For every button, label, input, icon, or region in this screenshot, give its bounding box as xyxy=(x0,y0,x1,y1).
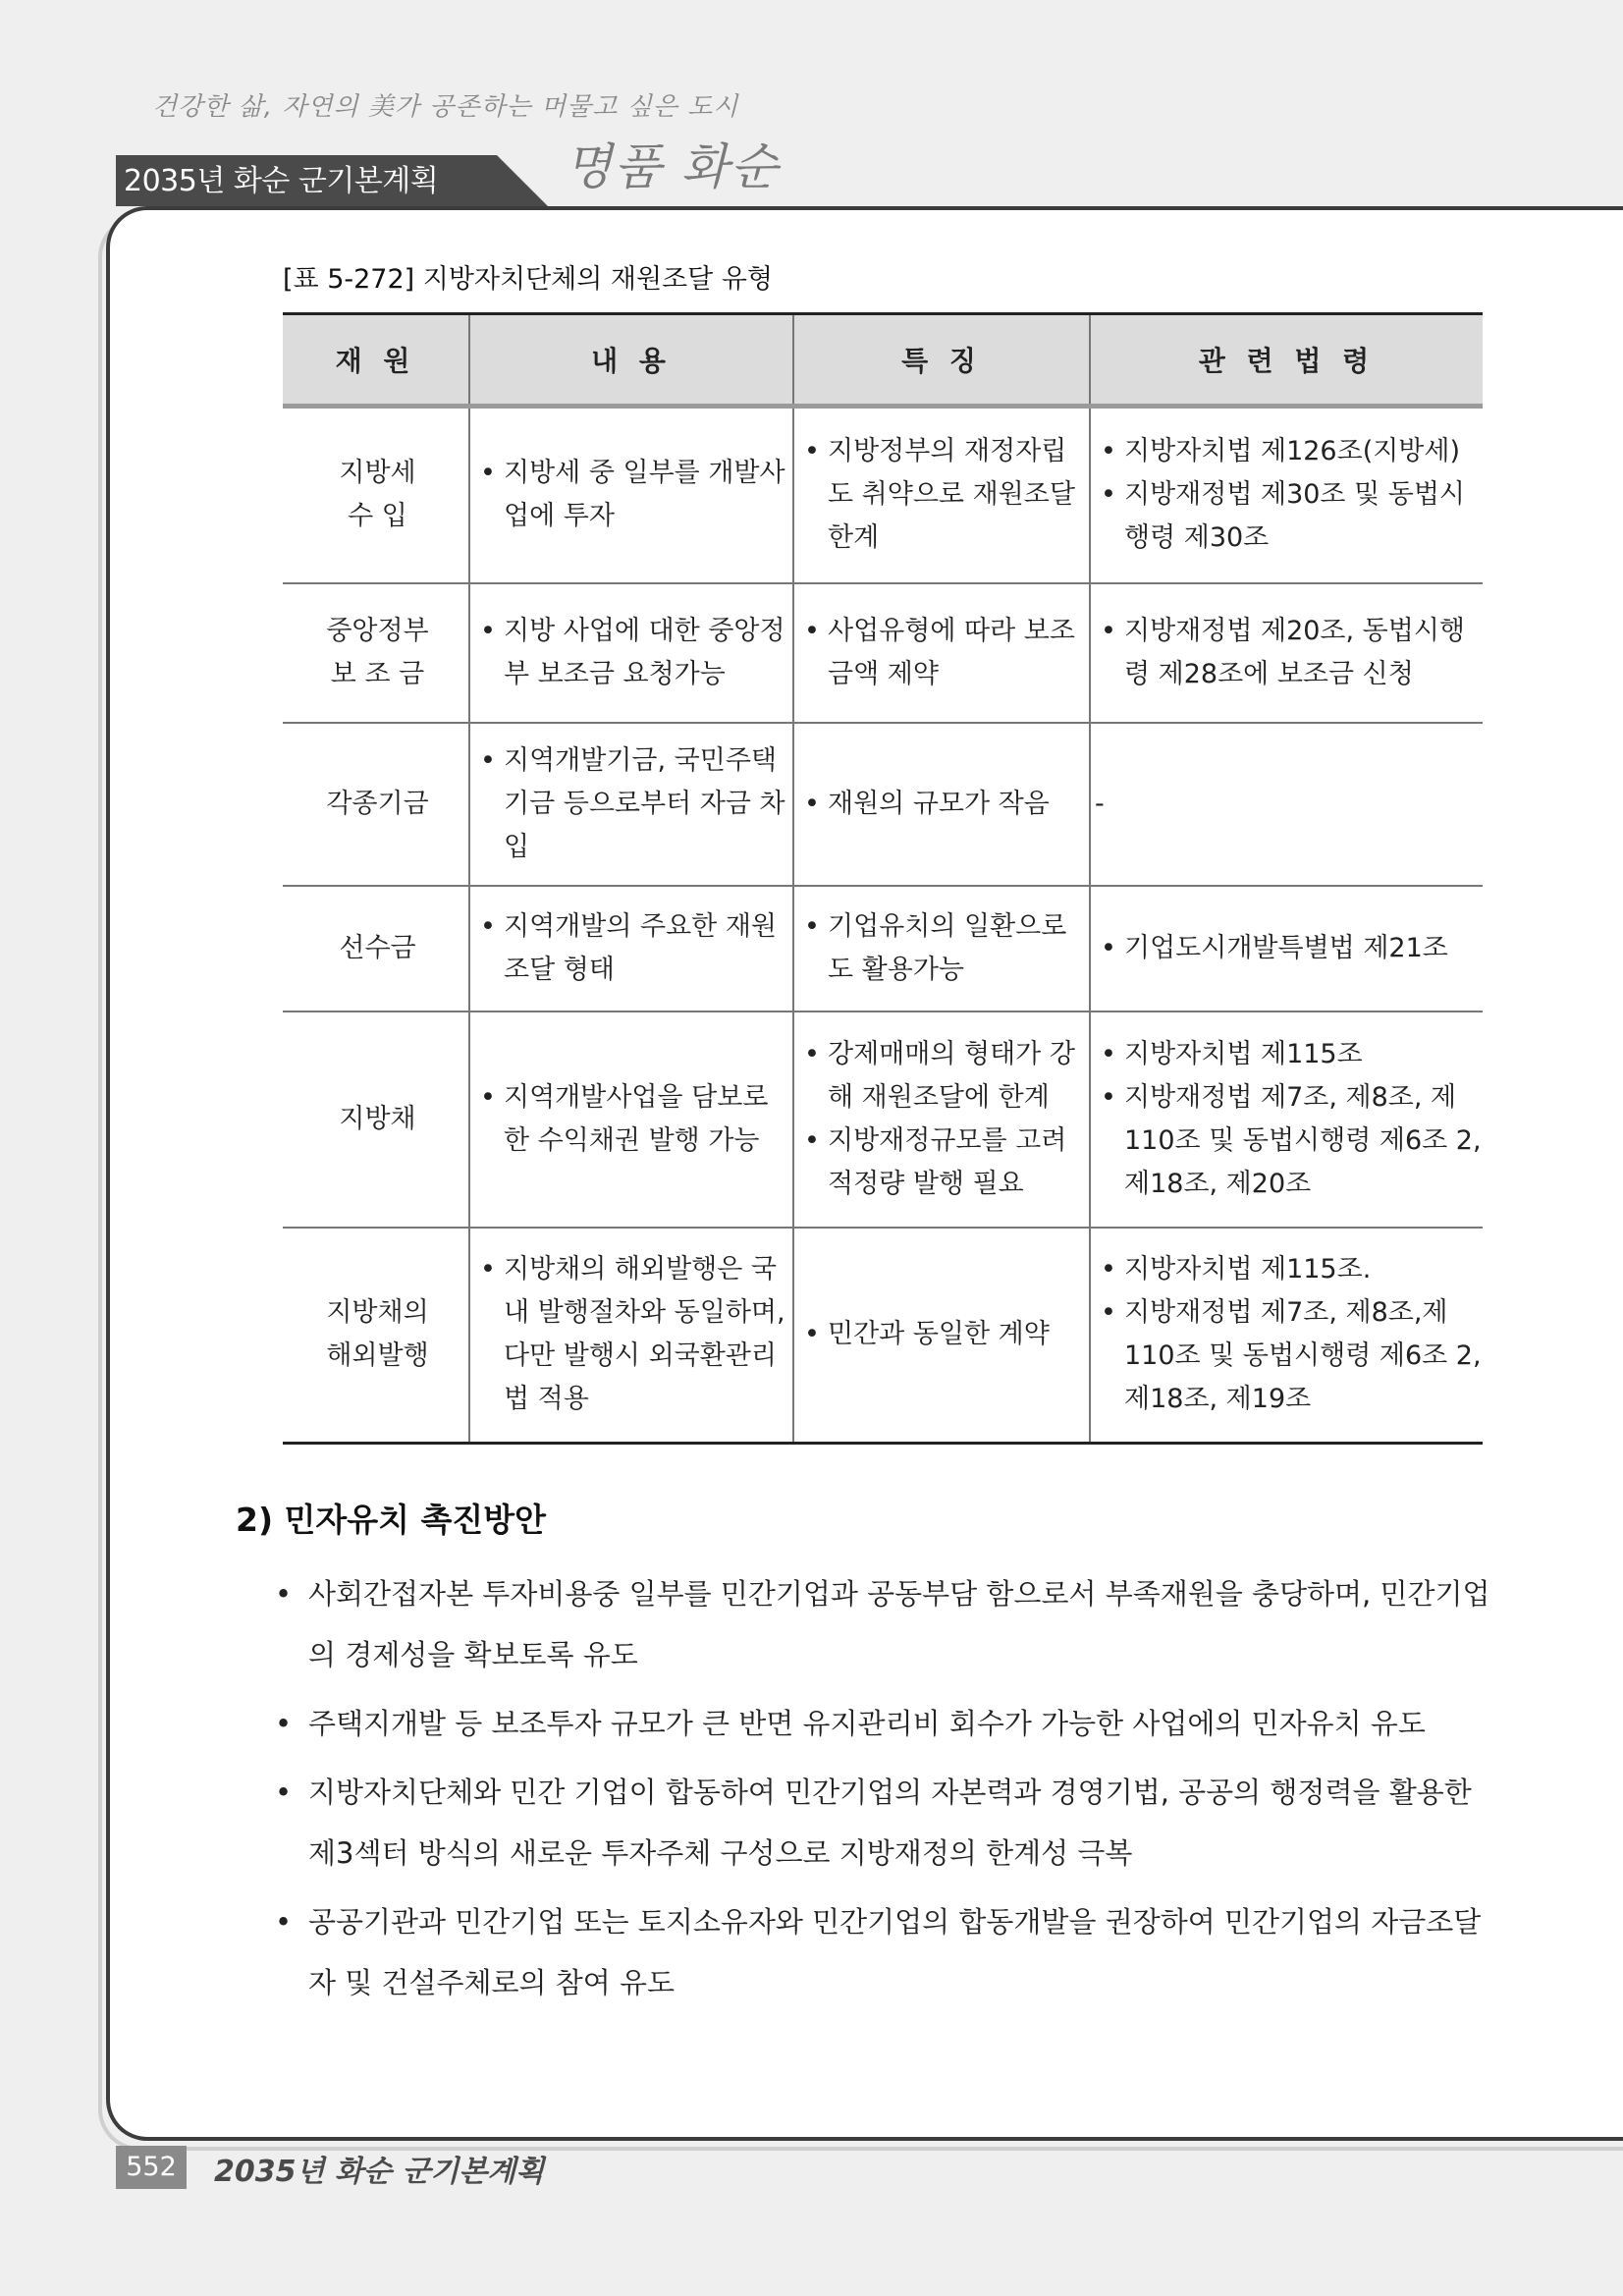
laws-cell xyxy=(1090,583,1483,723)
plan-title-tab: 2035년 화순 군기본계획 xyxy=(116,155,497,206)
content-item: • 지방 사업에 대한 중앙정부 보조금 요청가능 xyxy=(474,610,792,696)
source-cell xyxy=(283,1011,469,1228)
source-cell xyxy=(283,583,469,723)
law-item: • 지방재정법 제7조, 제8조, 제110조 및 동법시행령 제6조 2, 제18조, 제20조 xyxy=(1095,1076,1483,1206)
content-item: • 지방채의 해외발행은 국내 발행절차와 동일하며, 다만 발행시 외국환관리법 적용 xyxy=(474,1248,792,1421)
section-bullet: • 공공기관과 민간기업 또는 토지소유자와 민간기업의 합동개발을 권장하여 민간기업의 자금조달자 및 건설주체로의 참여 유도 xyxy=(275,1891,1492,2013)
feature-item: • 기업유치의 일환으로도 활용가능 xyxy=(798,905,1089,992)
laws-cell xyxy=(1090,1228,1483,1444)
column-header-content: 내 용 xyxy=(469,314,793,407)
feature-item: • 민간과 동일한 계약 xyxy=(798,1313,1089,1356)
law-item: • 지방자치법 제115조 xyxy=(1095,1033,1483,1076)
feature-item: • 지방재정규모를 고려 적정량 발행 필요 xyxy=(798,1120,1089,1206)
slogan: 건강한 삶, 자연의 美가 공존하는 머물고 싶은 도시 xyxy=(152,92,739,122)
table-row xyxy=(283,583,1483,723)
column-header-laws: 관 련 법 령 xyxy=(1090,314,1483,407)
law-item: • 지방재정법 제20조, 동법시행령 제28조에 보조금 신청 xyxy=(1095,610,1483,696)
table-row xyxy=(283,1011,1483,1228)
source-cell xyxy=(283,407,469,583)
law-item: • 기업도시개발특별법 제21조 xyxy=(1095,927,1483,970)
table-caption: [표 5-272] 지방자치단체의 재원조달 유형 xyxy=(283,264,774,295)
table-row xyxy=(283,1228,1483,1444)
feature-item: • 재원의 규모가 작음 xyxy=(798,783,1089,826)
column-header-source: 재 원 xyxy=(283,314,469,407)
section-title: 2) 민자유치 촉진방안 xyxy=(236,1501,547,1539)
source-label: 지방채의 해외발행 xyxy=(326,1297,429,1372)
section-bullet: • 지방자치단체와 민간 기업이 합동하여 민간기업의 자본력과 경영기법, 공공의 행정력을 활용한 제3섹터 방식의 새로운 투자주체 구성으로 지방재정의 한계성 극복 xyxy=(275,1762,1492,1884)
hwasun-logo: 명품 화순 xyxy=(565,138,781,195)
laws-cell xyxy=(1090,1011,1483,1228)
laws-cell xyxy=(1090,886,1483,1011)
content-cell xyxy=(469,723,793,886)
content-item: • 지역개발사업을 담보로 한 수익채권 발행 가능 xyxy=(474,1076,792,1163)
law-item: • 지방재정법 제7조, 제8조,제110조 및 동법시행령 제6조 2,제18조, 제19조 xyxy=(1095,1291,1483,1421)
content-item: • 지역개발기금, 국민주택기금 등으로부터 자금 차입 xyxy=(474,739,792,869)
section-bullet: • 주택지개발 등 보조투자 규모가 큰 반면 유지관리비 회수가 가능한 사업에의 민자유치 유도 xyxy=(275,1693,1492,1754)
source-cell xyxy=(283,1228,469,1444)
source-cell xyxy=(283,886,469,1011)
content-cell xyxy=(469,583,793,723)
footer-title: 2035년 화순 군기본계획 xyxy=(214,2155,545,2189)
features-cell xyxy=(793,407,1090,583)
features-cell xyxy=(793,583,1090,723)
table-row xyxy=(283,407,1483,583)
law-item: • 지방자치법 제115조. xyxy=(1095,1248,1483,1291)
law-empty-dash: - xyxy=(1095,788,1105,819)
column-header-features: 특 징 xyxy=(793,314,1090,407)
content-cell xyxy=(469,886,793,1011)
financing-types-table xyxy=(283,312,1483,1445)
section-bullet: • 사회간접자본 투자비용중 일부를 민간기업과 공동부담 함으로서 부족재원을 충당하며, 민간기업의 경제성을 확보토록 유도 xyxy=(275,1563,1492,1685)
content-cell xyxy=(469,1011,793,1228)
source-label: 선수금 xyxy=(339,932,416,963)
page-number: 552 xyxy=(116,2146,187,2189)
content-cell xyxy=(469,1228,793,1444)
source-label: 지방채 xyxy=(339,1103,416,1134)
feature-item: • 지방정부의 재정자립도 취약으로 재원조달 한계 xyxy=(798,430,1089,560)
source-cell xyxy=(283,723,469,886)
source-label: 지방세 수 입 xyxy=(339,458,416,532)
content-item: • 지방세 중 일부를 개발사업에 투자 xyxy=(474,452,792,538)
section-bullet-list xyxy=(275,1563,1492,2021)
table-row xyxy=(283,723,1483,886)
features-cell xyxy=(793,1228,1090,1444)
feature-item: • 사업유형에 따라 보조금액 제약 xyxy=(798,610,1089,696)
source-label: 중앙정부 보 조 금 xyxy=(326,615,429,689)
features-cell xyxy=(793,886,1090,1011)
source-label: 각종기금 xyxy=(326,788,429,819)
laws-cell xyxy=(1090,407,1483,583)
feature-item: • 강제매매의 형태가 강해 재원조달에 한계 xyxy=(798,1033,1089,1120)
laws-cell xyxy=(1090,723,1483,886)
content-cell xyxy=(469,407,793,583)
law-item: • 지방재정법 제30조 및 동법시행령 제30조 xyxy=(1095,473,1483,560)
features-cell xyxy=(793,1011,1090,1228)
table-row xyxy=(283,886,1483,1011)
table-header-row xyxy=(283,314,1483,407)
content-item: • 지역개발의 주요한 재원조달 형태 xyxy=(474,905,792,992)
law-item: • 지방자치법 제126조(지방세) xyxy=(1095,430,1483,473)
features-cell xyxy=(793,723,1090,886)
